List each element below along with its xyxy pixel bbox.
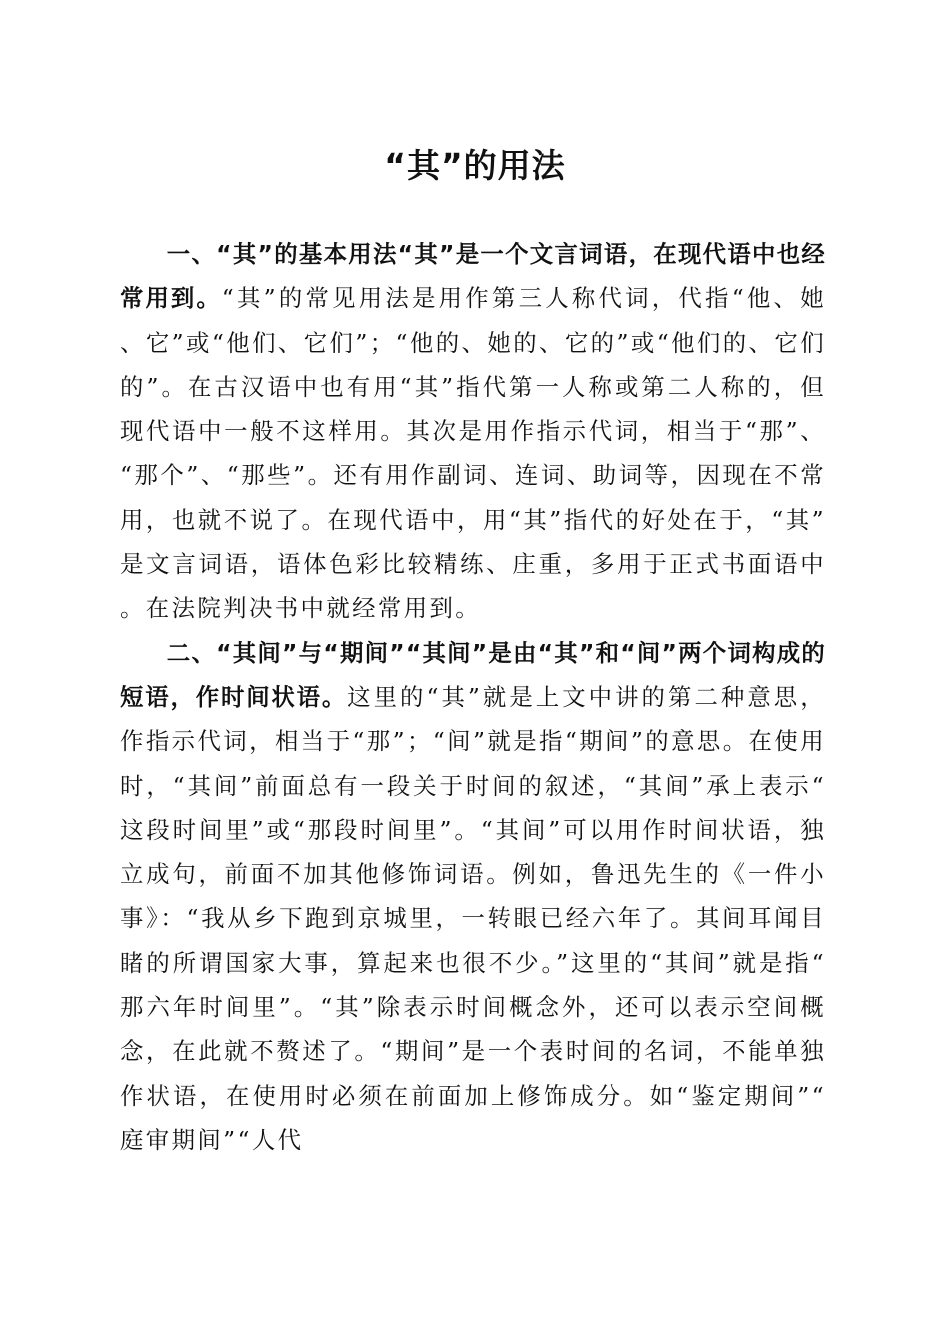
section-heading-2: 二、“其间”与“期间”“其间”是由“其”和“间”两个词构成的短语，作时间状语。 [120, 638, 826, 711]
section-text-1: “其”的常见用法是用作第三人称代词，代指“他、她、它”或“他们、它们”；“他的、她的、它的”或“他们的、它们的”。在古汉语中也有用“其”指代第一人称或第二人称的，但现代语中一般不这样用。其次是用作指示代词，相当于“那”、“那个”、“那些”。还有用作副词、连词、助词等，因现在不常用，也就不说了。在现代语中，用“其”指代的好处在于，“其”是文言词语，语体色彩比较精练、庄重，多用于正式书面语中。在法院判决书中就经常用到。 [120, 284, 826, 623]
document-body [120, 232, 826, 1162]
section-heading-1: 一、“其”的基本用法“其”是一个文言词语，在现代语中也经常用到。 [120, 240, 826, 313]
page-title: “其”的用法 [384, 146, 566, 185]
section-paragraph-1 [120, 232, 826, 631]
section-paragraph-2 [120, 631, 826, 1163]
section-text-2: 这里的“其”就是上文中讲的第二种意思，作指示代词，相当于“那”；“间”就是指“期间”的意思。在使用时，“其间”前面总有一段关于时间的叙述，“其间”承上表示“这段时间里”或“那段时间里”。“其间”可以用作时间状语，独立成句，前面不加其他修饰词语。例如，鲁迅先生的《一件小事》：“我从乡下跑到京城里，一转眼已经六年了。其间耳闻目睹的所谓国家大事，算起来也很不少。”这里的“其间”就是指“那六年时间里”。“其”除表示时间概念外，还可以表示空间概念，在此就不赘述了。“期间”是一个表时间的名词，不能单独作状语，在使用时必须在前面加上修饰成分。如“鉴定期间”“庭审期间”“人代 [120, 682, 826, 1154]
